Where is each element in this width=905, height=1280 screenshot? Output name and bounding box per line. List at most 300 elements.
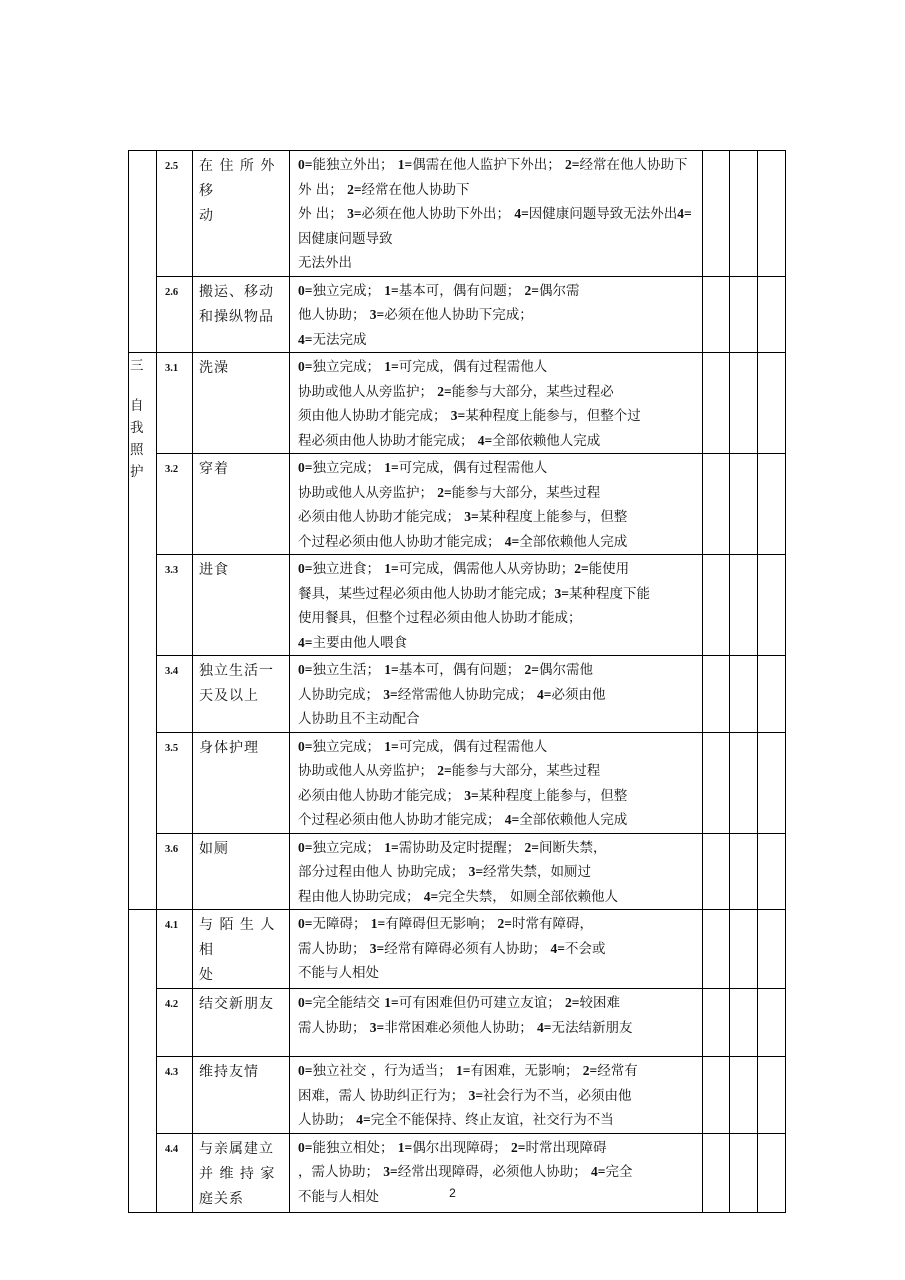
- score-code: 1=: [397, 157, 413, 172]
- score-code: 4=: [504, 812, 520, 827]
- score-text: 独立生活；: [312, 662, 385, 678]
- score-text: 不能与人相处: [298, 1188, 379, 1205]
- score-text: 能独立相处；: [312, 1139, 398, 1156]
- score-text: 经常在他人协助下: [361, 181, 470, 198]
- score-text: 全部依赖他人完成: [492, 432, 601, 449]
- score-code: 3=: [369, 940, 385, 956]
- score-text: 经常失禁，如厕过: [483, 864, 592, 880]
- score-code: 4=: [477, 432, 493, 448]
- table-row: [129, 732, 786, 833]
- criteria-line: [298, 606, 698, 631]
- criteria-line: [298, 912, 698, 937]
- score-text: 部分过程由他人 协助完成；: [298, 864, 469, 880]
- score-code: 3=: [554, 585, 569, 601]
- score-text: 完全能结交: [312, 995, 385, 1011]
- score-code: 2=: [437, 763, 452, 778]
- score-blank-cell: [758, 454, 786, 555]
- score-code: 0=: [298, 359, 313, 374]
- criteria-line: [298, 683, 698, 708]
- scoring-criteria: [290, 454, 703, 555]
- item-name-line: 结交新朋友: [199, 996, 274, 1012]
- score-blank-cell: [758, 276, 786, 353]
- score-code: 0=: [298, 282, 313, 298]
- score-text: 程必须由他人协助才能完成；: [298, 432, 478, 449]
- criteria-line: [298, 380, 698, 405]
- score-blank-cell: [758, 1133, 786, 1212]
- score-text: 经常需他人协助完成；: [397, 686, 538, 703]
- scoring-criteria: [290, 910, 703, 989]
- item-number: 4.4: [157, 1133, 193, 1212]
- score-code: 2=: [511, 1139, 526, 1155]
- score-blank-cell: [730, 1057, 758, 1134]
- score-blank-cell: [703, 1057, 730, 1134]
- item-name: [193, 910, 290, 989]
- section-title-char: 我: [130, 420, 144, 436]
- item-number: 3.4: [157, 656, 193, 733]
- item-name: [193, 1133, 290, 1212]
- score-code: 0=: [298, 839, 313, 855]
- item-name-line: 并 维 持 家: [199, 1165, 276, 1182]
- score-text: 能参与大部分，某些过程: [451, 763, 601, 779]
- score-text: 因健康问题导致: [298, 230, 393, 247]
- table-row: [129, 555, 786, 656]
- item-number: 3.3: [157, 555, 193, 656]
- score-blank-cell: [703, 151, 730, 277]
- item-number: 4.2: [157, 989, 193, 1057]
- score-text: 独立完成；: [312, 460, 385, 476]
- item-name: [193, 989, 290, 1057]
- score-text: 独立完成；: [312, 839, 385, 856]
- scoring-criteria: [290, 732, 703, 833]
- score-code: 1=: [384, 359, 399, 374]
- score-code: 3=: [369, 307, 385, 322]
- score-text: 协助或他人从旁监护；: [298, 763, 438, 779]
- criteria-line: [298, 355, 698, 380]
- score-text: 偶尔出现障碍；: [412, 1139, 511, 1156]
- score-code: 2=: [565, 995, 580, 1010]
- criteria-line: [298, 1059, 698, 1084]
- score-code: 2=: [524, 662, 539, 677]
- score-text: 人协助；: [298, 1112, 357, 1128]
- score-text: 需人协助；: [298, 1019, 370, 1036]
- score-blank-cell: [758, 989, 786, 1057]
- score-code: 2=: [582, 1063, 598, 1078]
- item-name-line: 搬运、移动: [199, 283, 274, 300]
- criteria-line: [298, 961, 698, 986]
- criteria-line: [298, 759, 698, 784]
- criteria-line: [298, 456, 698, 481]
- table-row: [129, 454, 786, 555]
- score-blank-cell: [730, 1133, 758, 1212]
- score-blank-cell: [703, 555, 730, 656]
- score-text: 非常困难必须他人协助；: [384, 1019, 538, 1036]
- item-name-line: 如厕: [199, 840, 229, 857]
- item-name-line: 动: [199, 208, 214, 224]
- item-name: [193, 833, 290, 910]
- score-code: 1=: [384, 662, 399, 677]
- score-blank-cell: [758, 555, 786, 656]
- score-text: 某种程度上能参与，但整: [478, 787, 628, 804]
- score-code: 0=: [298, 1139, 313, 1155]
- criteria-line: [298, 202, 698, 251]
- score-code: 2=: [437, 484, 452, 500]
- score-text: 须由他人协助才能完成；: [298, 408, 451, 424]
- score-text: 社会行为不当，必须由他: [483, 1087, 632, 1104]
- item-name-line: 穿着: [199, 461, 229, 477]
- score-text: 不会或: [565, 940, 606, 957]
- score-blank-cell: [703, 910, 730, 989]
- score-text: 必须在他人协助下完成；: [384, 307, 533, 323]
- table-row: [129, 151, 786, 277]
- score-text: 独立完成；: [312, 738, 385, 755]
- score-code: 1=: [456, 1063, 471, 1078]
- table-row: [129, 1057, 786, 1134]
- score-code: 2=: [524, 839, 539, 855]
- item-name: [193, 656, 290, 733]
- score-blank-cell: [703, 989, 730, 1057]
- criteria-line: [298, 530, 698, 555]
- score-text: ，需人协助；: [298, 1164, 384, 1180]
- score-blank-cell: [730, 910, 758, 989]
- score-code: 1=: [384, 282, 399, 298]
- score-code: 0=: [298, 662, 313, 677]
- section-label-cell: [129, 353, 157, 910]
- score-text: 可完成，偶有过程需他人: [398, 738, 548, 755]
- score-text: 必须由他人协助才能完成；: [298, 787, 465, 804]
- score-text: 可有困难但仍可建立友谊；: [398, 995, 565, 1011]
- score-blank-cell: [758, 1057, 786, 1134]
- score-code: 0=: [298, 460, 313, 475]
- criteria-line: [298, 582, 698, 607]
- criteria-line: [298, 429, 698, 454]
- score-code: 4=: [298, 634, 313, 650]
- scoring-criteria: [290, 276, 703, 353]
- table-row: [129, 989, 786, 1057]
- score-text: 协助或他人从旁监护；: [298, 383, 438, 400]
- item-number: 3.1: [157, 353, 193, 454]
- score-text: 基本可，偶有问题；: [398, 282, 525, 299]
- score-text: 经常出现障碍，必须他人协助；: [397, 1164, 592, 1180]
- criteria-line: [298, 153, 698, 202]
- item-number: 3.2: [157, 454, 193, 555]
- score-blank-cell: [703, 454, 730, 555]
- score-code: 3=: [468, 1087, 484, 1103]
- scoring-criteria: [290, 656, 703, 733]
- score-blank-cell: [730, 555, 758, 656]
- score-blank-cell: [703, 353, 730, 454]
- score-text: 能使用: [588, 561, 630, 577]
- score-text: 全部依赖他人完成: [519, 812, 628, 828]
- criteria-line: [298, 860, 698, 885]
- table-row: [129, 910, 786, 989]
- score-text: 完全不能保持、终止友谊，社交行为不当: [370, 1112, 614, 1128]
- score-text: 程由他人协助完成；: [298, 888, 424, 905]
- score-blank-cell: [730, 732, 758, 833]
- scoring-criteria: [290, 1133, 703, 1212]
- score-code: 4=: [504, 533, 520, 549]
- item-name-line: 和操纵物品: [199, 308, 274, 325]
- score-code: 3=: [468, 864, 484, 879]
- score-blank-cell: [730, 151, 758, 277]
- item-name-line: 与亲属建立: [199, 1140, 274, 1157]
- score-blank-cell: [758, 656, 786, 733]
- score-text: 完全失禁， 如厕全部依赖他人: [438, 888, 619, 905]
- score-text: 需协助及定时提醒；: [398, 839, 525, 856]
- score-text: 有障碍但无影响；: [385, 916, 498, 932]
- criteria-line: [298, 557, 698, 582]
- score-code: 2=: [497, 916, 512, 931]
- score-text: 时常出现障碍: [525, 1139, 607, 1156]
- score-text: 时常有障碍，: [511, 916, 593, 932]
- score-blank-cell: [730, 833, 758, 910]
- score-text: 独立完成；: [312, 282, 385, 299]
- score-code: 1=: [370, 916, 386, 931]
- score-text: 某种程度上能参与，但整个过: [465, 408, 641, 424]
- score-text: 某种程度下能: [568, 585, 650, 602]
- section-label-cell: [129, 910, 157, 1213]
- item-name: [193, 555, 290, 656]
- criteria-line: [298, 1084, 698, 1109]
- score-text: 可完成，偶有过程需他人: [398, 359, 548, 375]
- score-text: 独立完成；: [312, 359, 385, 375]
- criteria-line: [298, 505, 698, 530]
- item-name: [193, 353, 290, 454]
- criteria-line: [298, 836, 698, 861]
- criteria-line: [298, 279, 698, 304]
- score-text: 基本可，偶有问题；: [398, 662, 525, 678]
- item-number: 2.6: [157, 276, 193, 353]
- section-label-cell: [129, 151, 157, 353]
- score-code: 4=: [423, 888, 439, 904]
- criteria-line: [298, 251, 698, 276]
- scoring-criteria: [290, 151, 703, 277]
- criteria-line: [298, 885, 698, 910]
- item-number: 4.3: [157, 1057, 193, 1134]
- score-code: 4=: [550, 940, 565, 956]
- score-code: 1=: [384, 738, 399, 754]
- score-text: 使用餐具，但整个过程必须由他人协助才能成；: [298, 610, 582, 626]
- item-name-line: 天及以上: [199, 688, 259, 704]
- criteria-line: [298, 937, 698, 962]
- score-text: 个过程必须由他人协助才能完成；: [298, 812, 505, 828]
- section-title-char: 自: [130, 398, 144, 414]
- item-number: 4.1: [157, 910, 193, 989]
- score-code: 4=: [514, 206, 529, 221]
- score-text: 必须在他人协助下外出；: [361, 206, 515, 222]
- score-blank-cell: [758, 151, 786, 277]
- score-text: 经常有: [597, 1063, 638, 1079]
- score-code: 4=: [677, 206, 692, 221]
- score-text: 外 出；: [298, 206, 348, 222]
- item-name-line: 进食: [199, 562, 229, 578]
- score-blank-cell: [730, 454, 758, 555]
- table-row: [129, 656, 786, 733]
- criteria-line: [298, 784, 698, 809]
- score-blank-cell: [730, 989, 758, 1057]
- score-text: 必须由他人协助才能完成；: [298, 509, 465, 525]
- score-code: 3=: [450, 408, 466, 423]
- criteria-line: [298, 1160, 698, 1185]
- score-blank-cell: [703, 732, 730, 833]
- score-code: 2=: [347, 181, 362, 197]
- score-code: 3=: [464, 509, 479, 524]
- score-code: 2=: [524, 282, 539, 298]
- criteria-line: [298, 735, 698, 760]
- item-name: [193, 151, 290, 277]
- score-text: 协助或他人从旁监护；: [298, 484, 438, 501]
- item-name-line: 庭关系: [199, 1190, 244, 1207]
- score-text: 无法完成: [312, 331, 367, 348]
- criteria-line: [298, 404, 698, 429]
- score-code: 4=: [537, 1019, 552, 1035]
- criteria-line: [298, 328, 698, 353]
- score-code: 1=: [384, 995, 399, 1010]
- score-text: 可完成，偶有过程需他人: [398, 460, 548, 476]
- score-text: 主要由他人喂食: [312, 634, 407, 651]
- score-blank-cell: [730, 276, 758, 353]
- score-code: 0=: [298, 916, 313, 931]
- score-text: 偶尔需他: [538, 662, 593, 678]
- item-name-line: 独立生活一: [199, 663, 274, 679]
- score-code: 4=: [591, 1164, 606, 1179]
- score-blank-cell: [703, 833, 730, 910]
- scoring-criteria: [290, 833, 703, 910]
- score-text: 不能与人相处: [298, 965, 379, 981]
- item-name-line: 洗澡: [199, 360, 229, 376]
- item-number: 2.5: [157, 151, 193, 277]
- table-row: [129, 353, 786, 454]
- item-name-line: 处: [199, 967, 214, 983]
- score-code: 3=: [347, 206, 362, 221]
- score-text: 偶尔需: [538, 282, 580, 299]
- score-text: 因健康问题导致无法外出: [528, 206, 678, 222]
- score-code: 2=: [574, 561, 589, 576]
- score-code: 4=: [537, 686, 552, 702]
- score-code: 2=: [437, 383, 452, 399]
- score-text: 无障碍；: [312, 916, 371, 932]
- criteria-line: [298, 658, 698, 683]
- score-text: 偶需在他人监护下外出；: [412, 157, 565, 173]
- item-name: [193, 276, 290, 353]
- score-blank-cell: [758, 910, 786, 989]
- score-text: 他人协助；: [298, 307, 370, 323]
- score-code: 0=: [298, 738, 313, 754]
- item-number: 3.5: [157, 732, 193, 833]
- score-blank-cell: [703, 1133, 730, 1212]
- score-text: 独立社交 ，行为适当；: [312, 1063, 457, 1079]
- criteria-line: [298, 303, 698, 328]
- table-row: [129, 833, 786, 910]
- assessment-table: [128, 150, 786, 1213]
- score-code: 1=: [384, 561, 399, 576]
- score-text: 较困难: [579, 995, 620, 1011]
- section-spacer: [130, 377, 156, 395]
- score-code: 1=: [384, 839, 399, 855]
- scoring-criteria: [290, 1057, 703, 1134]
- score-text: 能参与大部分，某些过程必: [451, 383, 614, 400]
- section-number: 三: [130, 358, 144, 374]
- score-text: 餐具，某些过程必须由他人协助才能完成；: [298, 585, 555, 602]
- score-text: 人协助且不主动配合: [298, 711, 420, 727]
- score-blank-cell: [730, 656, 758, 733]
- score-text: 人协助完成；: [298, 686, 384, 703]
- score-text: 独立进食；: [312, 561, 385, 577]
- table-row: [129, 1133, 786, 1212]
- score-code: 0=: [298, 995, 313, 1010]
- score-code: 4=: [298, 331, 313, 347]
- table-row: [129, 276, 786, 353]
- score-text: 个过程必须由他人协助才能完成；: [298, 533, 505, 550]
- item-name-line: 维持友情: [199, 1064, 259, 1080]
- criteria-line: [298, 707, 698, 732]
- score-code: 0=: [298, 157, 313, 172]
- score-blank-cell: [758, 353, 786, 454]
- scoring-criteria: [290, 353, 703, 454]
- criteria-line: [298, 808, 698, 833]
- item-name-line: 与 陌 生 人 相: [199, 917, 276, 958]
- score-code: 2=: [565, 157, 580, 172]
- score-text: 完全: [605, 1164, 633, 1180]
- score-blank-cell: [703, 656, 730, 733]
- scoring-criteria: [290, 989, 703, 1057]
- item-name-line: 身体护理: [199, 739, 259, 756]
- score-text: 能参与大部分，某些过程: [451, 484, 601, 501]
- section-title-char: 护: [130, 464, 144, 480]
- score-text: 能独立外出；: [312, 157, 398, 173]
- item-name: [193, 732, 290, 833]
- score-text: 间断失禁，: [538, 839, 607, 856]
- score-text: 需人协助；: [298, 940, 370, 957]
- criteria-line: [298, 631, 698, 656]
- score-text: 无法外出: [298, 255, 352, 271]
- score-code: 1=: [397, 1139, 413, 1155]
- score-code: 0=: [298, 561, 313, 576]
- criteria-line: [298, 481, 698, 506]
- scoring-criteria: [290, 555, 703, 656]
- item-name-line: 在 住 所 外 移: [199, 158, 276, 199]
- score-blank-cell: [758, 732, 786, 833]
- page-number: 2: [449, 1186, 456, 1200]
- score-text: 可完成，偶需他人从旁协助；: [398, 561, 575, 577]
- item-number: 3.6: [157, 833, 193, 910]
- score-code: 3=: [464, 787, 479, 803]
- score-code: 3=: [383, 686, 398, 702]
- score-blank-cell: [703, 276, 730, 353]
- score-text: 全部依赖他人完成: [519, 533, 628, 550]
- score-text: 必须由他: [551, 686, 606, 703]
- section-title-char: 照: [130, 442, 144, 458]
- criteria-line: [298, 1136, 698, 1161]
- score-text: 有困难，无影响；: [470, 1063, 583, 1079]
- criteria-line: [298, 1108, 698, 1133]
- score-text: 经常有障碍必须有人协助；: [384, 940, 551, 957]
- score-text: 困难，需人 协助纠正行为；: [298, 1087, 469, 1104]
- score-code: 0=: [298, 1063, 313, 1078]
- item-name: [193, 454, 290, 555]
- score-blank-cell: [730, 353, 758, 454]
- criteria-line: [298, 991, 698, 1016]
- score-code: 4=: [356, 1112, 371, 1127]
- score-blank-cell: [758, 833, 786, 910]
- item-name: [193, 1057, 290, 1134]
- score-text: 无法结新朋友: [551, 1019, 633, 1036]
- score-text: 经常在他人协助下外 出；: [298, 157, 688, 198]
- score-code: 3=: [383, 1164, 398, 1179]
- score-text: 某种程度上能参与，但整: [478, 509, 628, 525]
- score-code: 3=: [369, 1019, 385, 1035]
- criteria-line: [298, 1016, 698, 1041]
- score-code: 1=: [384, 460, 399, 475]
